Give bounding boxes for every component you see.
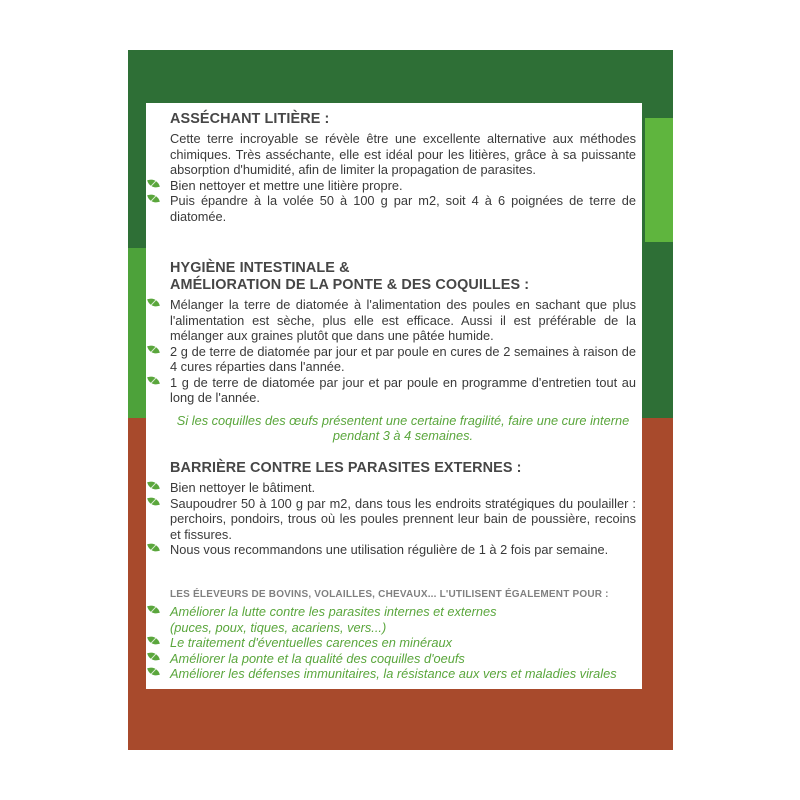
list-item: Puis épandre à la volée 50 à 100 g par m2, soit 4 à 6 poignées de terre de diatomée.	[170, 193, 636, 224]
section-title-line1: HYGIÈNE INTESTINALE &	[170, 260, 350, 276]
section-title: BARRIÈRE CONTRE LES PARASITES EXTERNES :	[170, 460, 522, 476]
section-parasites	[170, 460, 636, 558]
note-line: Si les coquilles des œufs présentent une certaine fragilité, faire une cure interne	[176, 412, 630, 428]
list-item: Bien nettoyer le bâtiment.	[170, 480, 636, 496]
list-item-continuation: (puces, poux, tiques, acariens, vers...)	[170, 619, 387, 635]
section-title: ASSÉCHANT LITIÈRE :	[170, 111, 330, 127]
note-line: pendant 3 à 4 semaines.	[332, 428, 474, 443]
section-litiere	[170, 111, 636, 224]
section-title-line2: AMÉLIORATION DE LA PONTE & DES COQUILLES :	[170, 277, 530, 293]
section-intro: Cette terre incroyable se révèle être une excellente alternative aux méthodes chimiques. Très asséchante, elle est idéal pour les litières, grâce à sa puissante absorption d'humidité, afin de limiter la propagation de parasites.	[170, 131, 636, 177]
section-title: LES ÉLEVEURS DE BOVINS, VOLAILLES, CHEVAUX... L'UTILISENT ÉGALEMENT POUR :	[170, 589, 609, 600]
list-item: 2 g de terre de diatomée par jour et par poule en cures de 2 semaines à raison de 4 cures réparties dans l'année.	[170, 344, 636, 375]
section-eleveurs	[170, 588, 636, 682]
list-item: Nous vous recommandons une utilisation régulière de 1 à 2 fois par semaine.	[170, 542, 636, 558]
lime-accent-band	[645, 118, 673, 242]
list-item: 1 g de terre de diatomée par jour et par poule en programme d'entretien tout au long de l'année.	[170, 375, 636, 406]
list-item: Saupoudrer 50 à 100 g par m2, dans tous les endroits stratégiques du poulailler : perchoirs, pondoirs, trous où les poules prennent leur bain de poussière, recoins et fissures.	[170, 496, 636, 543]
list-item: Bien nettoyer et mettre une litière propre.	[170, 178, 636, 194]
list-item: Améliorer la ponte et la qualité des coquilles d'oeufs	[170, 651, 636, 667]
list-item: Mélanger la terre de diatomée à l'alimentation des poules en sachant que plus l'alimentation est sèche, plus elle est efficace. Aussi il est préférable de la mélanger aux graines plutôt que dans une pâtée humide.	[170, 297, 636, 344]
list-item: Améliorer les défenses immunitaires, la résistance aux vers et maladies virales	[170, 666, 636, 682]
section-hygiene	[170, 260, 636, 444]
list-item: Le traitement d'éventuelles carences en minéraux	[170, 635, 636, 651]
list-item: Améliorer la lutte contre les parasites internes et externes	[170, 604, 636, 620]
